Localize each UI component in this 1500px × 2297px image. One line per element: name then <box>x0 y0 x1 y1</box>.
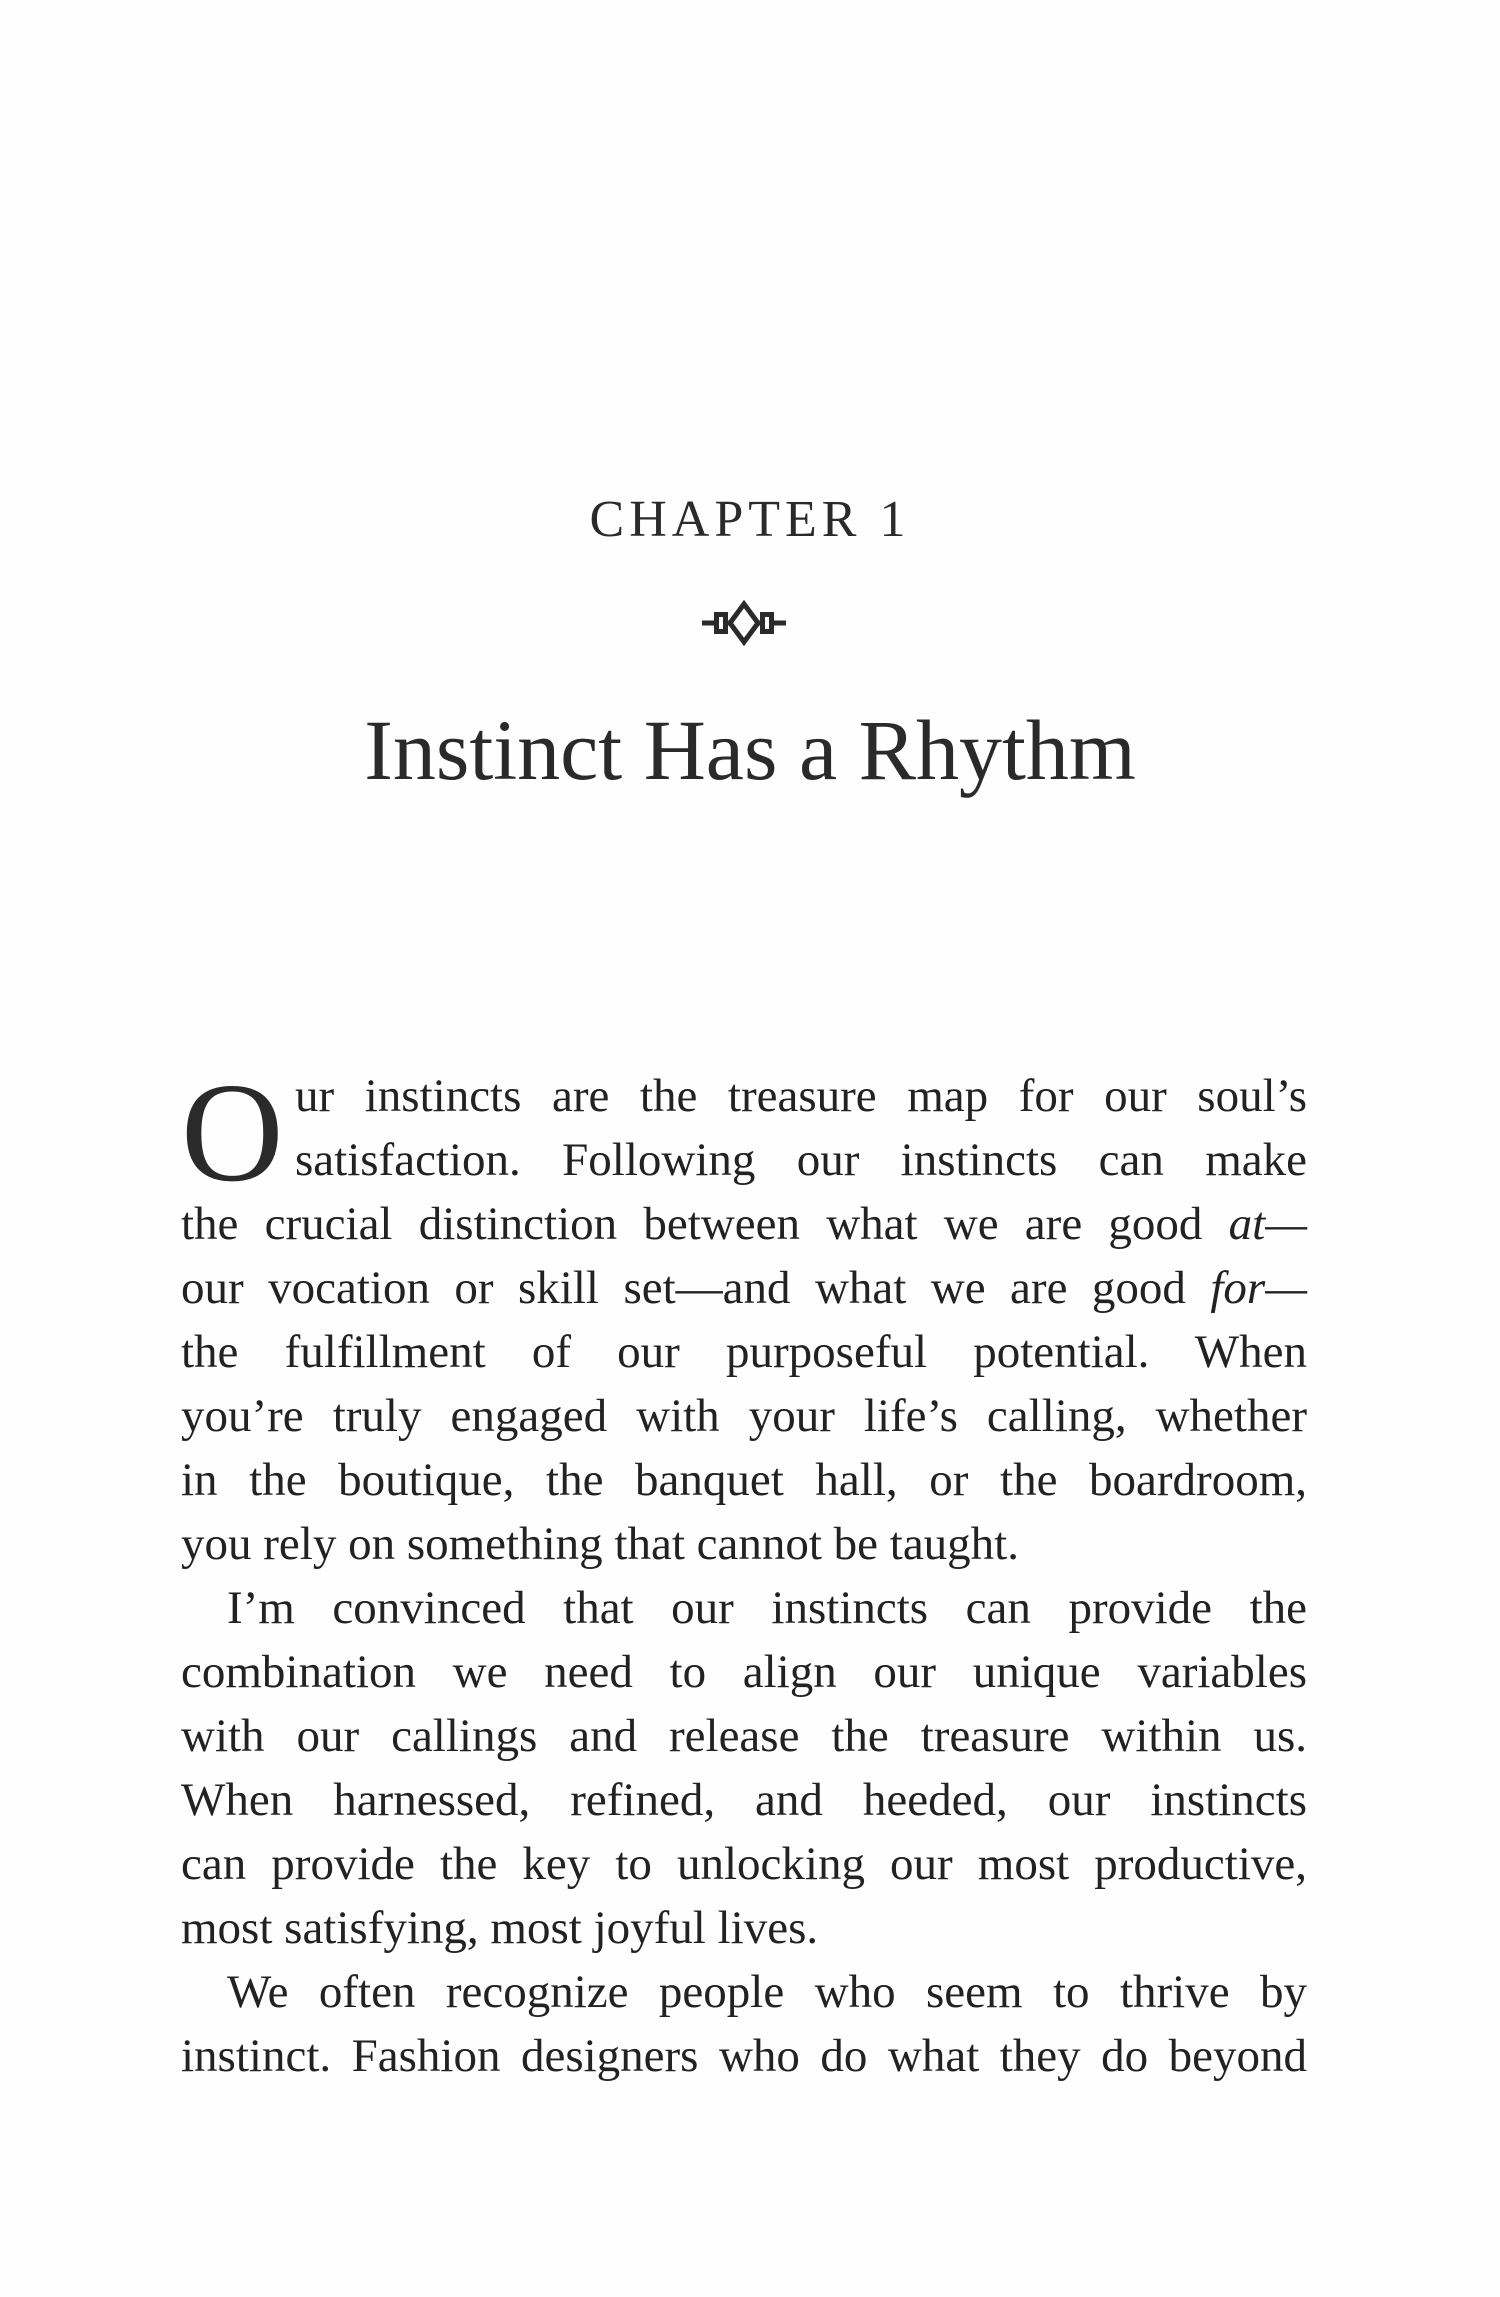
italic-word: at— <box>1228 1198 1307 1250</box>
drop-cap: O <box>181 1053 284 1211</box>
chapter-title: Instinct Has a Rhythm <box>364 702 1136 798</box>
text-line: combination we need to align our unique variables <box>181 1646 1307 1698</box>
text-line: ur instincts are the treasure map for our soul’s <box>295 1070 1307 1122</box>
body-text <box>181 1053 1308 2088</box>
text-line: with our callings and release the treasure within us. <box>181 1710 1307 1762</box>
text-line: We often recognize people who seem to thrive by <box>227 1966 1307 2018</box>
chapter-ornament-icon <box>700 600 788 646</box>
chapter-label: CHAPTER 1 <box>589 491 911 548</box>
italic-word: for— <box>1210 1262 1308 1314</box>
text-line: instinct. Fashion designers who do what they do beyond <box>181 2030 1307 2082</box>
text-line: most satisfying, most joyful lives. <box>181 1902 819 1954</box>
text-line: the fulfillment of our purposeful potential. When <box>181 1326 1307 1378</box>
paragraph-3 <box>181 1960 1307 2088</box>
text-line <box>181 1192 1307 1256</box>
text-line: you’re truly engaged with your life’s calling, whether <box>181 1390 1307 1442</box>
text-line-part: our vocation or skill set—and what we are good <box>181 1262 1186 1314</box>
paragraph-2 <box>181 1576 1307 1960</box>
text-line-part: the crucial distinction between what we are good <box>181 1198 1203 1250</box>
paragraph-1 <box>181 1053 1308 1576</box>
text-line: satisfaction. Following our instincts can make <box>295 1134 1307 1186</box>
text-line: When harnessed, refined, and heeded, our instincts <box>181 1774 1307 1826</box>
text-line: can provide the key to unlocking our most productive, <box>181 1838 1307 1890</box>
text-line: I’m convinced that our instincts can provide the <box>227 1582 1307 1634</box>
text-line: in the boutique, the banquet hall, or the boardroom, <box>181 1454 1307 1506</box>
text-line <box>181 1256 1307 1320</box>
text-line: you rely on something that cannot be taught. <box>181 1518 1019 1570</box>
